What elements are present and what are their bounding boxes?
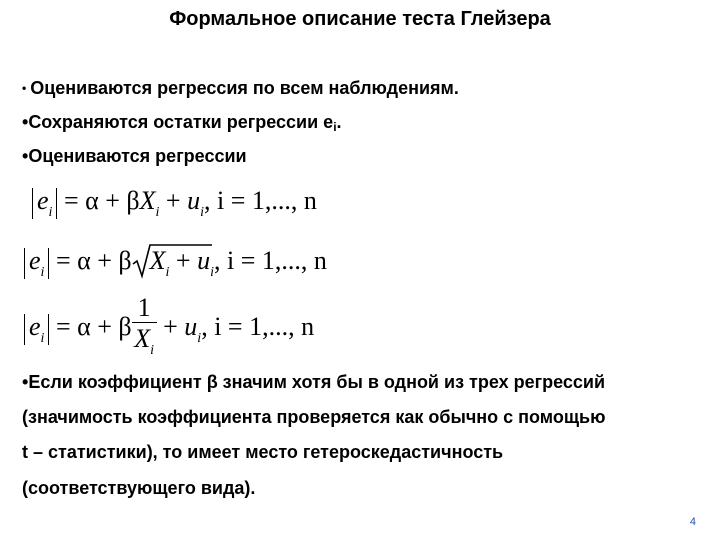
formula-reciprocal: $e_i = \alpha + \beta$ $\frac{1}{X_i}$ + $u_i$, i = 1,..., n <box>24 296 314 362</box>
sqrt-sign: $X_i$ <box>132 246 170 276</box>
abs-residual: $e_i$ <box>32 188 57 219</box>
bullet-marker: • <box>22 112 29 132</box>
formula-sqrt: $e_i = \alpha + \beta$ $X_i + u_i$, i = 1,..., n <box>24 246 327 279</box>
conclusion-line-3: t – статистики), то имеет место гетероскедастичность <box>22 442 504 462</box>
fraction-numerator: 1 <box>132 294 157 323</box>
page-number: 4 <box>689 516 696 528</box>
bullet-1-text: Оцениваются регрессия по всем наблюдениям. <box>30 78 459 98</box>
bullet-3-text: Оцениваются регрессии <box>28 146 247 166</box>
conclusion-line-1 <box>22 372 605 393</box>
fraction <box>132 294 157 360</box>
formula-1-tail: , i = 1,..., n <box>203 186 317 215</box>
bullet-1 <box>22 78 459 99</box>
conclusion-line-4: (соответствующего вида). <box>22 478 256 498</box>
bullet-3 <box>22 146 247 167</box>
formula-2-tail: , i = 1,..., n <box>213 246 327 275</box>
slide-title: Формальное описание теста Глейзера <box>169 8 551 30</box>
bullet-2-tail: . <box>336 112 342 132</box>
conclusion-text-1: Если коэффициент β значим хотя бы в одной из трех регрессий <box>28 372 606 392</box>
formula-3-tail: , i = 1,..., n <box>201 311 315 341</box>
bullet-2-subscript: i <box>333 120 337 134</box>
fraction-denominator: $X_i$ <box>134 324 155 358</box>
bullet-2 <box>22 112 342 133</box>
bullet-2-text: Сохраняются остатки регрессии e <box>28 112 334 132</box>
bullet-marker: • <box>22 146 29 166</box>
conclusion-line-2: (значимость коэффициента проверяется как обычно с помощью <box>22 407 606 427</box>
formula-linear: $e_i = \alpha + \beta X_i + u_i$, i = 1,..., n <box>32 186 317 219</box>
abs-residual: $e_i$ <box>24 314 49 345</box>
abs-residual: $e_i$ <box>24 248 49 279</box>
bullet-marker: • <box>22 81 27 95</box>
bullet-marker: • <box>22 372 29 392</box>
